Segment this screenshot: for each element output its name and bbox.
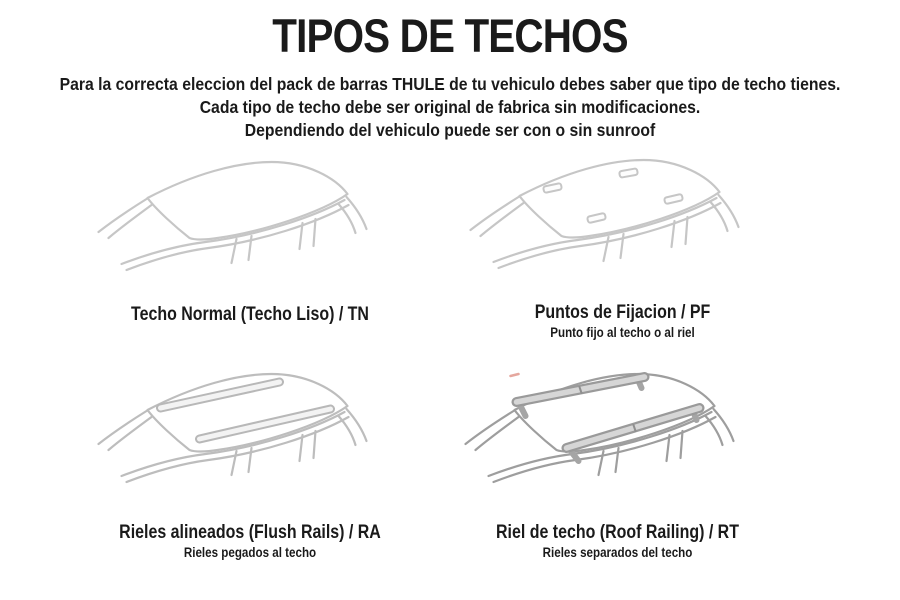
intro-text xyxy=(45,73,855,142)
intro-line-3: Dependiendo del vehiculo puede ser con o sin sunroof xyxy=(244,120,656,140)
roof-type-card-tn xyxy=(55,148,445,327)
fixpoint-roof-illustration xyxy=(455,146,790,296)
intro-line-1: Para la correcta eleccion del pack de barras THULE de tu vehiculo debes saber que tipo de techo tienes. xyxy=(59,74,841,94)
intro-line-2: Cada tipo de techo debe ser original de fabrica sin modificaciones. xyxy=(199,97,701,117)
roof-type-sublabel: Punto fijo al techo o al riel xyxy=(550,325,695,340)
roof-type-label: Rieles alineados (Flush Rails) / RA xyxy=(119,522,381,543)
roof-type-card-pf xyxy=(435,146,810,340)
page-title: TIPOS DE TECHOS xyxy=(272,9,628,62)
roof-type-sublabel: Rieles separados del techo xyxy=(542,545,693,560)
roof-type-label: Riel de techo (Roof Railing) / RT xyxy=(496,522,739,543)
roof-railing-illustration xyxy=(450,360,785,510)
roof-type-card-ra xyxy=(55,360,445,560)
roof-type-card-rt xyxy=(425,360,810,560)
roof-type-label: Techo Normal (Techo Liso) / TN xyxy=(131,304,369,325)
flush-rails-roof-illustration xyxy=(83,360,418,510)
roof-type-label: Puntos de Fijacion / PF xyxy=(534,302,711,323)
normal-roof-illustration xyxy=(83,148,418,298)
pink-mark xyxy=(511,374,519,376)
roof-type-sublabel: Rieles pegados al techo xyxy=(183,545,317,560)
